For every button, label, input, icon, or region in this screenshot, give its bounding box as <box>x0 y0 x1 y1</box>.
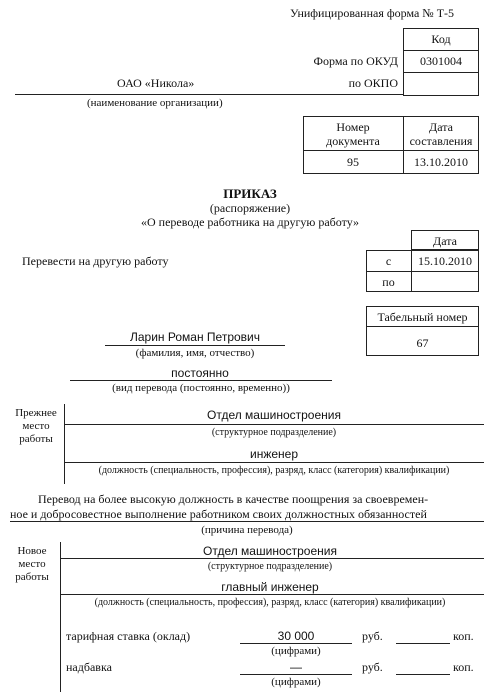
rate-kop: коп. <box>453 629 474 643</box>
reason-line1: Перевод на более высокую должность в качестве поощрения за своевремен- <box>38 492 429 506</box>
organization-caption: (наименование организации) <box>87 97 223 109</box>
previous-label: Прежнее <box>15 407 57 419</box>
transfer-from-label: с <box>385 254 392 268</box>
reason-line <box>10 521 484 522</box>
rate-digits-caption: (цифрами) <box>271 645 321 657</box>
transfer-date-header: Дата <box>433 234 457 248</box>
doc-number-value: 95 <box>347 155 359 169</box>
reason-caption: (причина перевода) <box>201 524 293 536</box>
bonus-rub: руб. <box>362 660 383 674</box>
previous-department-caption: (структурное подразделение) <box>211 427 337 438</box>
transfer-from-value: 15.10.2010 <box>418 254 472 268</box>
previous-department: Отдел машиностроения <box>207 408 341 422</box>
doc-date-value: 13.10.2010 <box>414 155 468 169</box>
organization-line <box>15 94 403 95</box>
rate-rub: руб. <box>362 629 383 643</box>
previous-position-caption: (должность (специальность, профессия), разряд, класс (категория) квалификации) <box>98 465 450 476</box>
transfer-type-caption: (вид перевода (постоянно, временно)) <box>112 382 290 394</box>
doc-date-header: Дата <box>429 120 453 134</box>
okpo-label: по ОКПО <box>348 76 398 90</box>
form-title: Унифицированная форма № Т-5 <box>290 6 455 20</box>
transfer-label: Перевести на другую работу <box>22 254 169 268</box>
reason-line2: ное и добросовестное выполнение работником своих должностных обязанностей <box>10 507 427 521</box>
new-position-caption: (должность (специальность, профессия), разряд, класс (категория) квалификации) <box>94 597 446 608</box>
new-department-caption: (структурное подразделение) <box>207 561 333 572</box>
bonus-label: надбавка <box>66 660 112 674</box>
doc-number-header: Номер <box>336 120 370 134</box>
okud-label: Форма по ОКУД <box>313 54 398 68</box>
transfer-type-value: постоянно <box>171 366 229 380</box>
tabel-header: Табельный номер <box>377 310 468 324</box>
rate-kop-line <box>396 643 450 644</box>
employee-name: Ларин Роман Петрович <box>130 330 260 344</box>
order-form-t5: Унифицированная форма № Т-5 Код 0301004 Форма по ОКУД по ОКПО ОАО «Никола» (наименование организации) Номер документа Дата составления 95 13.10.2010 ПРИКАЗ (распоряжение) «О переводе работника на другую работу» Перевести на другую работу Дата с 15.10.2010 по Табельный номер 67 Ларин Роман Петрович (фамилия, имя, отчество) постоянно (вид перевода (постоянно, временно)) Прежнее место работы Отдел машиностроения (структурное подразделение) инженер (должность (специальность, профессия), разряд, класс (категория) квалификации) Перевод на более высокую должность в качестве поощрения за своевремен- ное и добросовестное выполнение работником своих должностных обязанностей (причина перевода) Новое место работы Отдел машиностроения (структурное подразделение) главный инженер (должность (специальность, профессия), разряд, класс (категория) квалификации) тарифная ставка (оклад) 30 000 (цифрами) руб. коп. надбавка — (цифрами) руб. коп. <box>0 0 487 692</box>
transfer-to-label: по <box>382 275 395 289</box>
bonus-digits-caption: (цифрами) <box>271 676 321 688</box>
bonus-kop: коп. <box>453 660 474 674</box>
rate-label: тарифная ставка (оклад) <box>66 629 191 643</box>
order-subtitle: (распоряжение) <box>209 201 291 215</box>
employee-caption: (фамилия, имя, отчество) <box>135 347 255 359</box>
new-position: главный инженер <box>221 580 319 594</box>
rate-value: 30 000 <box>277 629 315 643</box>
okud-value: 0301004 <box>420 54 462 68</box>
bonus-value: — <box>290 660 302 674</box>
transfer-type-line <box>70 380 332 381</box>
new-department: Отдел машиностроения <box>203 544 337 558</box>
new-label: Новое <box>17 545 47 557</box>
previous-position: инженер <box>249 447 298 461</box>
tabel-value: 67 <box>416 336 429 350</box>
employee-line <box>105 345 285 346</box>
bonus-kop-line <box>396 674 450 675</box>
organization-name: ОАО «Никола» <box>117 76 195 90</box>
codes-header: Код <box>431 32 451 46</box>
order-title: ПРИКАЗ <box>223 186 277 201</box>
order-subject: «О переводе работника на другую работу» <box>141 215 359 229</box>
